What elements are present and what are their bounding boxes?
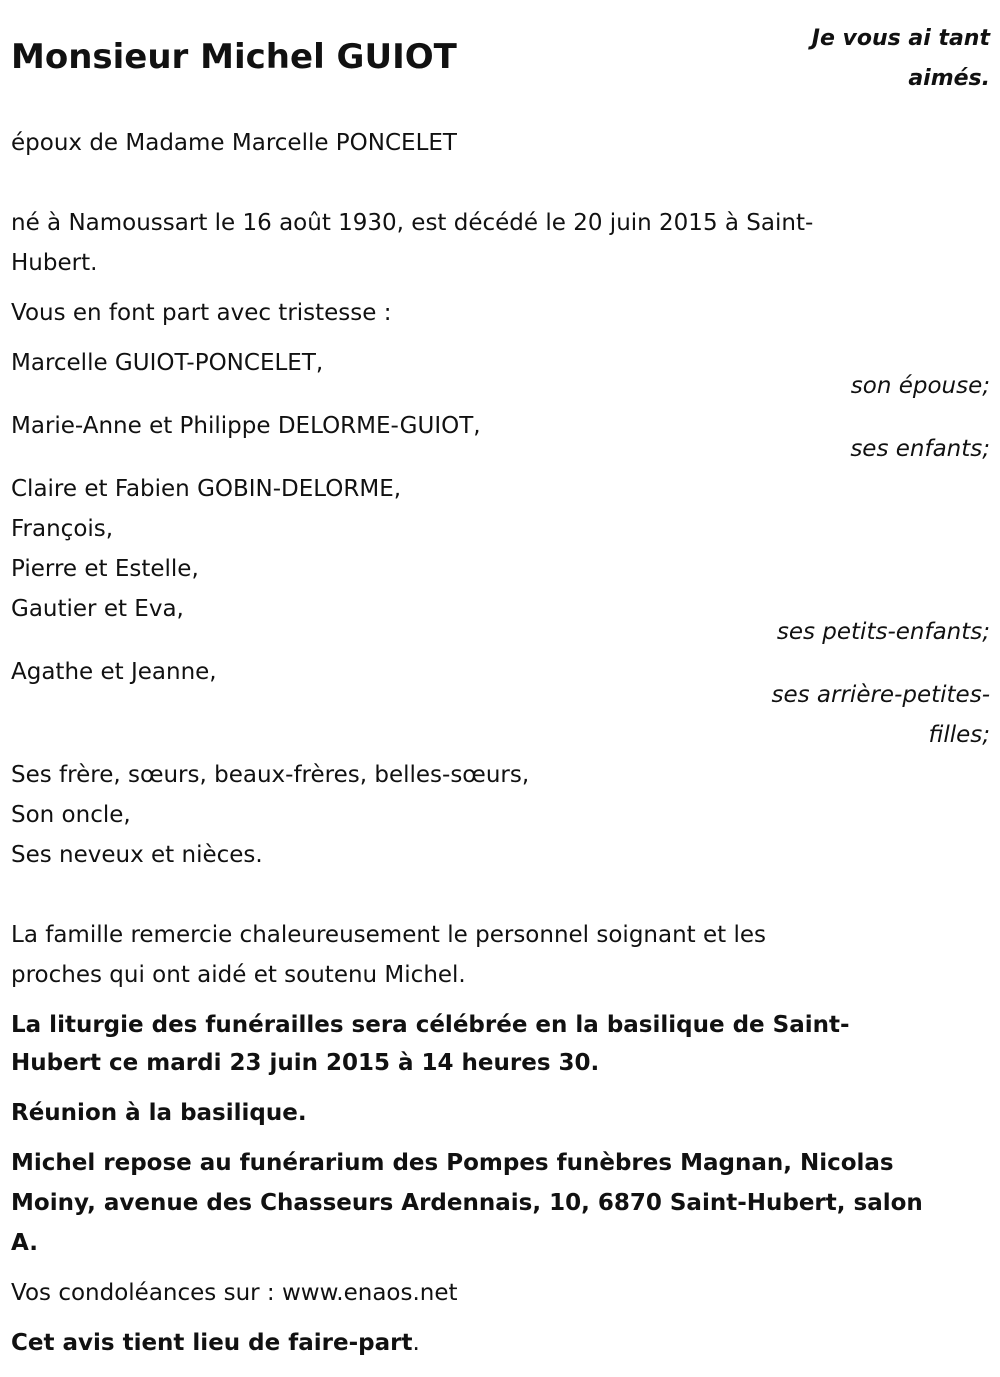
repose-line-3: A. bbox=[11, 1230, 38, 1256]
grandchild: Gautier et Eva, bbox=[11, 596, 184, 622]
thanks-line-1: La famille remercie chaleureusement le personnel soignant et les bbox=[11, 922, 767, 948]
other-family: Ses neveux et nièces. bbox=[11, 842, 263, 868]
spouse-line: époux de Madame Marcelle PONCELET bbox=[11, 130, 457, 156]
grandchild: Claire et Fabien GOBIN-DELORME, bbox=[11, 476, 402, 502]
wife-name: Marcelle GUIOT-PONCELET, bbox=[11, 350, 324, 376]
wife-role: son épouse; bbox=[850, 373, 990, 399]
notice bbox=[11, 1328, 420, 1358]
announcement: Vous en font part avec tristesse : bbox=[11, 300, 392, 326]
children-names: Marie-Anne et Philippe DELORME-GUIOT, bbox=[11, 413, 481, 439]
other-family: Son oncle, bbox=[11, 802, 131, 828]
condolences-label: Vos condoléances sur : bbox=[11, 1280, 282, 1306]
other-family: Ses frère, sœurs, beaux-frères, belles-sœurs, bbox=[11, 762, 530, 788]
condolences bbox=[11, 1278, 458, 1308]
birth-death-line-2: Hubert. bbox=[11, 250, 98, 276]
grandchild: François, bbox=[11, 516, 114, 542]
repose-line-2: Moiny, avenue des Chasseurs Ardennais, 10, 6870 Saint-Hubert, salon bbox=[11, 1190, 923, 1216]
meeting-info: Réunion à la basilique. bbox=[11, 1100, 307, 1126]
grandchild: Pierre et Estelle, bbox=[11, 556, 199, 582]
repose-line-1: Michel repose au funérarium des Pompes funèbres Magnan, Nicolas bbox=[11, 1150, 894, 1176]
condolences-link[interactable]: www.enaos.net bbox=[281, 1280, 458, 1306]
children-role: ses enfants; bbox=[850, 436, 990, 462]
motto-line-1: Je vous ai tant bbox=[811, 26, 990, 51]
grandchildren-role: ses petits-enfants; bbox=[776, 619, 990, 645]
notice-period: . bbox=[412, 1330, 420, 1356]
great-grandchildren-role-2: filles; bbox=[928, 722, 990, 748]
motto-line-2: aimés. bbox=[908, 66, 990, 91]
thanks-line-2: proches qui ont aidé et soutenu Michel. bbox=[11, 962, 466, 988]
birth-death-line-1: né à Namoussart le 16 août 1930, est décédé le 20 juin 2015 à Saint- bbox=[11, 210, 814, 236]
great-grandchildren-names: Agathe et Jeanne, bbox=[11, 659, 217, 685]
great-grandchildren-role-1: ses arrière-petites- bbox=[771, 682, 990, 708]
liturgy-line-2: Hubert ce mardi 23 juin 2015 à 14 heures 30. bbox=[11, 1050, 600, 1076]
page-title: Monsieur Michel GUIOT bbox=[11, 37, 457, 77]
liturgy-line-1: La liturgie des funérailles sera célébrée en la basilique de Saint- bbox=[11, 1012, 850, 1038]
notice-text: Cet avis tient lieu de faire-part bbox=[11, 1330, 413, 1356]
